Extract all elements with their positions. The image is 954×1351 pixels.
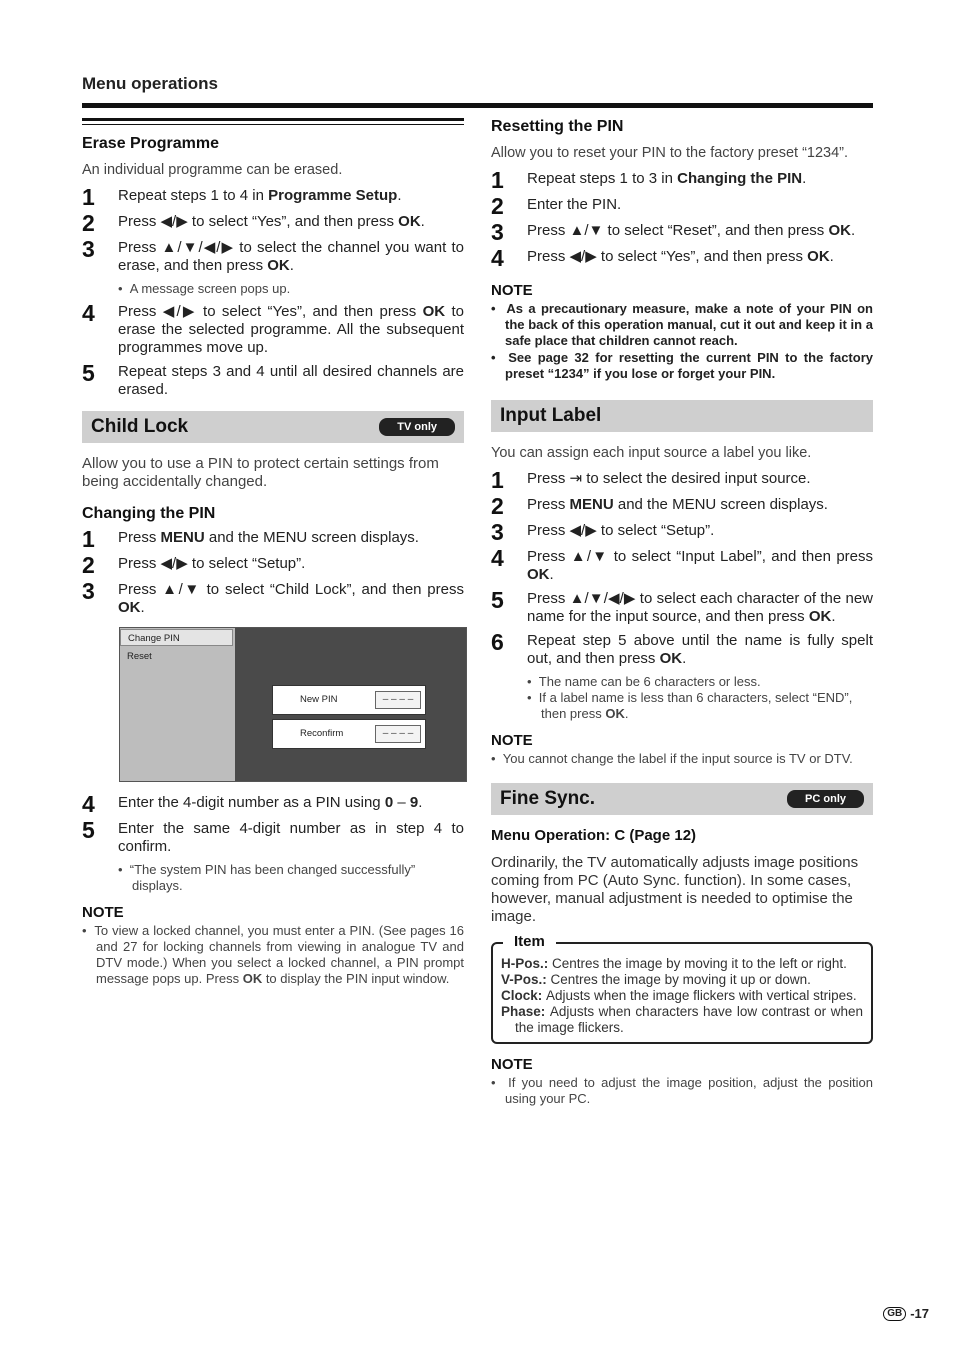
step-text: Repeat steps 1 to 4 in Programme Setup. xyxy=(118,187,402,205)
step xyxy=(491,629,873,668)
fine-sync-band xyxy=(491,783,873,815)
changing-pin-steps xyxy=(82,526,464,617)
step xyxy=(491,493,873,520)
changing-pin-title: Changing the PIN xyxy=(82,505,216,523)
step-number: 4 xyxy=(491,545,504,572)
step-text: Repeat step 5 above until the name is fully spelt out, and then press OK. xyxy=(527,632,873,668)
input-label-band xyxy=(491,400,873,432)
step-bullet: • A message screen pops up. xyxy=(118,281,291,297)
step xyxy=(82,817,464,856)
left-column xyxy=(82,118,464,988)
step xyxy=(82,578,464,617)
child-lock-intro: Allow you to use a PIN to protect certain settings from being accidentally changed. xyxy=(82,455,439,491)
step-number: 4 xyxy=(82,300,95,327)
step xyxy=(491,467,873,494)
step-number: 5 xyxy=(491,587,504,614)
menu-operation: Menu Operation: C (Page 12) xyxy=(491,827,697,845)
step-number: 5 xyxy=(82,360,95,387)
step-text: Enter the PIN. xyxy=(527,196,622,214)
item-key: Phase: xyxy=(501,1004,550,1020)
reset-note-heading: NOTE xyxy=(491,282,533,300)
reconfirm-input[interactable]: – – – – xyxy=(375,725,421,743)
step-number: 1 xyxy=(82,184,95,211)
fine-sync-note-heading: NOTE xyxy=(491,1056,533,1074)
item-key: Clock: xyxy=(501,988,547,1004)
step-text: Enter the same 4-digit number as in step 4 to confirm. xyxy=(118,820,464,856)
erase-programme-title: Erase Programme xyxy=(82,135,219,152)
fine-sync-note: • If you need to adjust the image position, adjust the position using your PC. xyxy=(491,1075,873,1107)
page-number: -17 xyxy=(910,1306,929,1321)
step xyxy=(491,193,873,220)
reset-notes xyxy=(491,301,873,382)
changing-pin-steps-cont xyxy=(82,791,464,894)
item-entry: Phase: Adjusts when characters have low contrast or when the image flickers. xyxy=(501,1004,863,1036)
step-text: Press ▲/▼ to select “Input Label”, and then press OK. xyxy=(527,548,873,584)
step xyxy=(491,519,873,546)
item-key: V-Pos.: xyxy=(501,972,551,988)
step xyxy=(82,791,464,818)
step-text: Press ◀/▶ to select “Yes”, and then press OK. xyxy=(118,213,425,231)
step-text: Press ◀/▶ to select “Setup”. xyxy=(118,555,306,573)
osd-menu-change-pin[interactable]: Change PIN xyxy=(120,629,233,646)
reset-steps xyxy=(491,167,873,272)
item-entry: H-Pos.: Centres the image by moving it to the left or right. xyxy=(501,956,847,972)
step-number: 6 xyxy=(491,629,504,656)
input-label-steps xyxy=(491,467,873,668)
step xyxy=(491,167,873,194)
child-lock-note-heading: NOTE xyxy=(82,904,124,922)
item-key: H-Pos.: xyxy=(501,956,553,972)
step-number: 1 xyxy=(491,167,504,194)
step xyxy=(82,210,464,237)
input-label-note-heading: NOTE xyxy=(491,732,533,750)
reconfirm-label: Reconfirm xyxy=(300,728,344,740)
item-entry: V-Pos.: Centres the image by moving it up or down. xyxy=(501,972,811,988)
osd-menu-reset[interactable]: Reset xyxy=(127,651,152,663)
item-box xyxy=(491,933,873,1044)
tv-only-badge: TV only xyxy=(379,418,455,436)
new-pin-input[interactable]: – – – – xyxy=(375,691,421,709)
step-text: Repeat steps 3 and 4 until all desired channels are erased. xyxy=(118,363,464,399)
step xyxy=(82,552,464,579)
item-caption: Item xyxy=(503,933,556,950)
step-number: 3 xyxy=(491,219,504,246)
step-text: Press ▲/▼ to select “Reset”, and then press OK. xyxy=(527,222,856,240)
step xyxy=(82,300,464,357)
input-label-title: Input Label xyxy=(500,405,602,427)
step xyxy=(82,184,464,211)
child-lock-title: Child Lock xyxy=(91,416,189,438)
step xyxy=(82,360,464,399)
fine-sync-title: Fine Sync. xyxy=(500,788,596,810)
step xyxy=(491,587,873,626)
reset-intro: Allow you to reset your PIN to the factory preset “1234”. xyxy=(491,145,849,161)
step-bullet: • The name can be 6 characters or less. xyxy=(527,674,761,690)
step-number: 2 xyxy=(491,193,504,220)
step-number: 1 xyxy=(82,526,95,553)
step xyxy=(491,219,873,246)
step-text: Enter the 4-digit number as a PIN using 0 – 9. xyxy=(118,794,423,812)
step-text: Press ▲/▼ to select “Child Lock”, and then press OK. xyxy=(118,581,464,617)
child-lock-note: • To view a locked channel, you must enter a PIN. (See pages 16 and 27 for locking channels from viewing in analogue TV and DTV mode.) When you select a locked channel, a PIN prompt message pops up. Press OK to display the PIN input window. xyxy=(82,923,464,987)
pin-osd-screen xyxy=(119,627,467,782)
input-label-intro: You can assign each input source a label you like. xyxy=(491,445,812,462)
step-text: Press ▲/▼/◀/▶ to select the channel you want to erase, and then press OK. xyxy=(118,239,464,275)
step-text: Press ◀/▶ to select “Yes”, and then press OK to erase the selected programme. All the subsequent programmes move up. xyxy=(118,303,464,357)
pc-only-badge: PC only xyxy=(787,790,864,808)
step-text: Repeat steps 1 to 3 in Changing the PIN. xyxy=(527,170,807,188)
item-list xyxy=(501,956,863,1036)
step-number: 2 xyxy=(491,493,504,520)
page-footer xyxy=(883,1306,929,1321)
running-head: Menu operations xyxy=(82,74,219,93)
right-column xyxy=(491,118,873,1108)
input-label-note: • You cannot change the label if the input source is TV or DTV. xyxy=(491,751,853,767)
fine-sync-para: Ordinarily, the TV automatically adjusts image positions coming from PC (Auto Sync. function). In some cases, however, manual adjustment is needed to optimise the image. xyxy=(491,854,859,926)
child-lock-band xyxy=(82,411,464,443)
step-number: 2 xyxy=(82,552,95,579)
note-item: • See page 32 for resetting the current PIN to the factory preset “1234” if you lose or forget your PIN. xyxy=(491,350,873,382)
step-number: 4 xyxy=(491,245,504,272)
step-text: Press ⇥ to select the desired input source. xyxy=(527,470,811,488)
step-text: Press MENU and the MENU screen displays. xyxy=(527,496,828,514)
step-number: 2 xyxy=(82,210,95,237)
reconfirm-field[interactable] xyxy=(272,719,426,749)
erase-steps xyxy=(82,184,464,399)
step xyxy=(491,245,873,272)
step-text: Press ◀/▶ to select “Yes”, and then press OK. xyxy=(527,248,834,266)
region-badge: GB xyxy=(883,1307,906,1321)
step-number: 5 xyxy=(82,817,95,844)
step-number: 3 xyxy=(82,236,95,263)
step-text: Press MENU and the MENU screen displays. xyxy=(118,529,419,547)
step-number: 4 xyxy=(82,791,95,818)
resetting-pin-title: Resetting the PIN xyxy=(491,118,624,135)
step xyxy=(491,545,873,584)
new-pin-label: New PIN xyxy=(300,694,338,706)
new-pin-field[interactable] xyxy=(272,685,426,715)
step xyxy=(82,236,464,275)
header-rule xyxy=(82,103,873,108)
step-bullet: • If a label name is less than 6 characters, select “END”, then press OK. xyxy=(527,690,853,722)
note-item: • As a precautionary measure, make a note of your PIN on the back of this operation manual, cut it out and keep it in a safe place that children cannot reach. xyxy=(491,301,873,349)
step-number: 3 xyxy=(491,519,504,546)
section-rule xyxy=(82,118,464,125)
input-label-bullets xyxy=(491,674,873,722)
step-number: 3 xyxy=(82,578,95,605)
step-text: Press ◀/▶ to select “Setup”. xyxy=(527,522,715,540)
item-entry: Clock: Adjusts when the image flickers with vertical stripes. xyxy=(501,988,857,1004)
step-text: Press ▲/▼/◀/▶ to select each character of the new name for the input source, and then press OK. xyxy=(527,590,873,626)
step-number: 1 xyxy=(491,467,504,494)
erase-intro: An individual programme can be erased. xyxy=(82,162,343,178)
step-bullet: • “The system PIN has been changed successfully” displays. xyxy=(118,862,416,894)
step xyxy=(82,526,464,553)
